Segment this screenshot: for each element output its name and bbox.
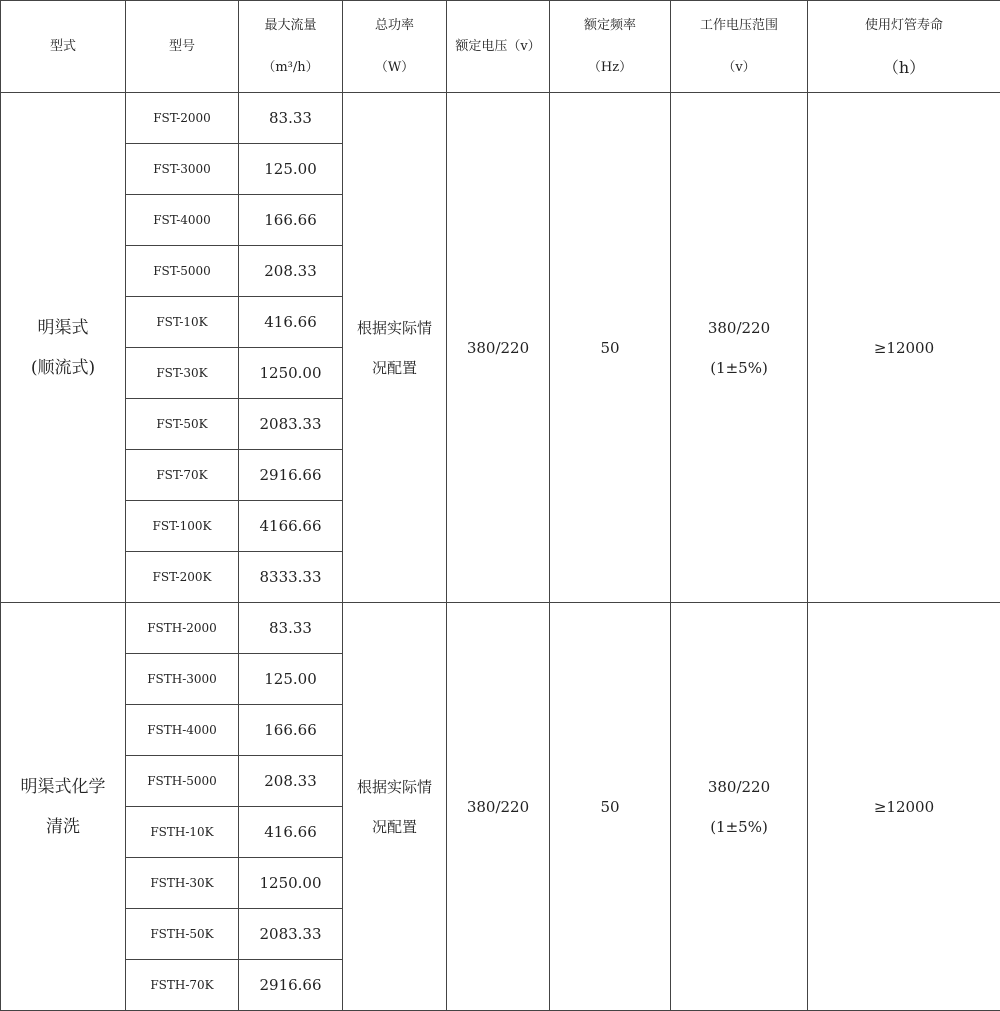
group2-life: ≥12000 [808,603,1000,1011]
group1-freq: 50 [550,93,671,603]
group1-voltage: 380/220 [447,93,550,603]
flow-cell: 208.33 [239,246,343,297]
group1-power-line1: 根据实际情 [343,308,446,348]
model-cell: FSTH-4000 [126,705,239,756]
flow-cell: 2916.66 [239,450,343,501]
header-power-unit: （W） [343,47,446,89]
header-flow-label: 最大流量 [239,5,342,47]
table-row [1,603,1000,654]
header-power [343,1,447,93]
model-cell: FSTH-2000 [126,603,239,654]
model-cell: FSTH-10K [126,807,239,858]
group1-power-line2: 况配置 [343,348,446,388]
flow-cell: 2083.33 [239,909,343,960]
model-cell: FST-2000 [126,93,239,144]
model-cell: FST-200K [126,552,239,603]
group2-range [671,603,808,1011]
model-cell: FSTH-3000 [126,654,239,705]
header-flow-unit: （m³/h） [239,47,342,89]
group2-type-line2: 清洗 [1,807,125,847]
model-cell: FST-50K [126,399,239,450]
group2-power-line2: 况配置 [343,807,446,847]
flow-cell: 166.66 [239,195,343,246]
model-cell: FSTH-5000 [126,756,239,807]
header-life-unit: （h） [808,47,1000,89]
flow-cell: 83.33 [239,93,343,144]
model-cell: FSTH-50K [126,909,239,960]
flow-cell: 208.33 [239,756,343,807]
header-flow [239,1,343,93]
group1-type [1,93,126,603]
header-freq-label: 额定频率 [550,5,670,47]
table-row [1,93,1000,144]
flow-cell: 2083.33 [239,399,343,450]
header-model: 型号 [126,1,239,93]
flow-cell: 2916.66 [239,960,343,1011]
group1-range-line2: (1±5%) [671,348,807,388]
model-cell: FST-4000 [126,195,239,246]
group2-range-line1: 380/220 [671,767,807,807]
model-cell: FST-3000 [126,144,239,195]
group1-power [343,93,447,603]
group2-power-line1: 根据实际情 [343,767,446,807]
group2-range-line2: (1±5%) [671,807,807,847]
header-freq [550,1,671,93]
group1-life: ≥12000 [808,93,1000,603]
header-range-label: 工作电压范围 [671,5,807,47]
group1-type-line1: 明渠式 [1,308,125,348]
model-cell: FST-100K [126,501,239,552]
flow-cell: 125.00 [239,654,343,705]
flow-cell: 166.66 [239,705,343,756]
header-power-label: 总功率 [343,5,446,47]
flow-cell: 8333.33 [239,552,343,603]
header-range-unit: （v） [671,47,807,89]
flow-cell: 4166.66 [239,501,343,552]
model-cell: FST-10K [126,297,239,348]
model-cell: FST-30K [126,348,239,399]
header-row [1,1,1000,93]
flow-cell: 416.66 [239,807,343,858]
header-type: 型式 [1,1,126,93]
header-life [808,1,1000,93]
header-voltage: 额定电压（v） [447,1,550,93]
model-cell: FST-70K [126,450,239,501]
header-life-label: 使用灯管寿命 [808,5,1000,47]
group2-type [1,603,126,1011]
flow-cell: 1250.00 [239,858,343,909]
header-range [671,1,808,93]
header-freq-unit: （Hz） [550,47,670,89]
model-cell: FST-5000 [126,246,239,297]
model-cell: FSTH-70K [126,960,239,1011]
group1-range [671,93,808,603]
flow-cell: 125.00 [239,144,343,195]
group2-power [343,603,447,1011]
group1-type-line2: (顺流式) [1,348,125,388]
flow-cell: 416.66 [239,297,343,348]
group2-voltage: 380/220 [447,603,550,1011]
model-cell: FSTH-30K [126,858,239,909]
flow-cell: 1250.00 [239,348,343,399]
group1-range-line1: 380/220 [671,308,807,348]
flow-cell: 83.33 [239,603,343,654]
group2-freq: 50 [550,603,671,1011]
group2-type-line1: 明渠式化学 [1,767,125,807]
